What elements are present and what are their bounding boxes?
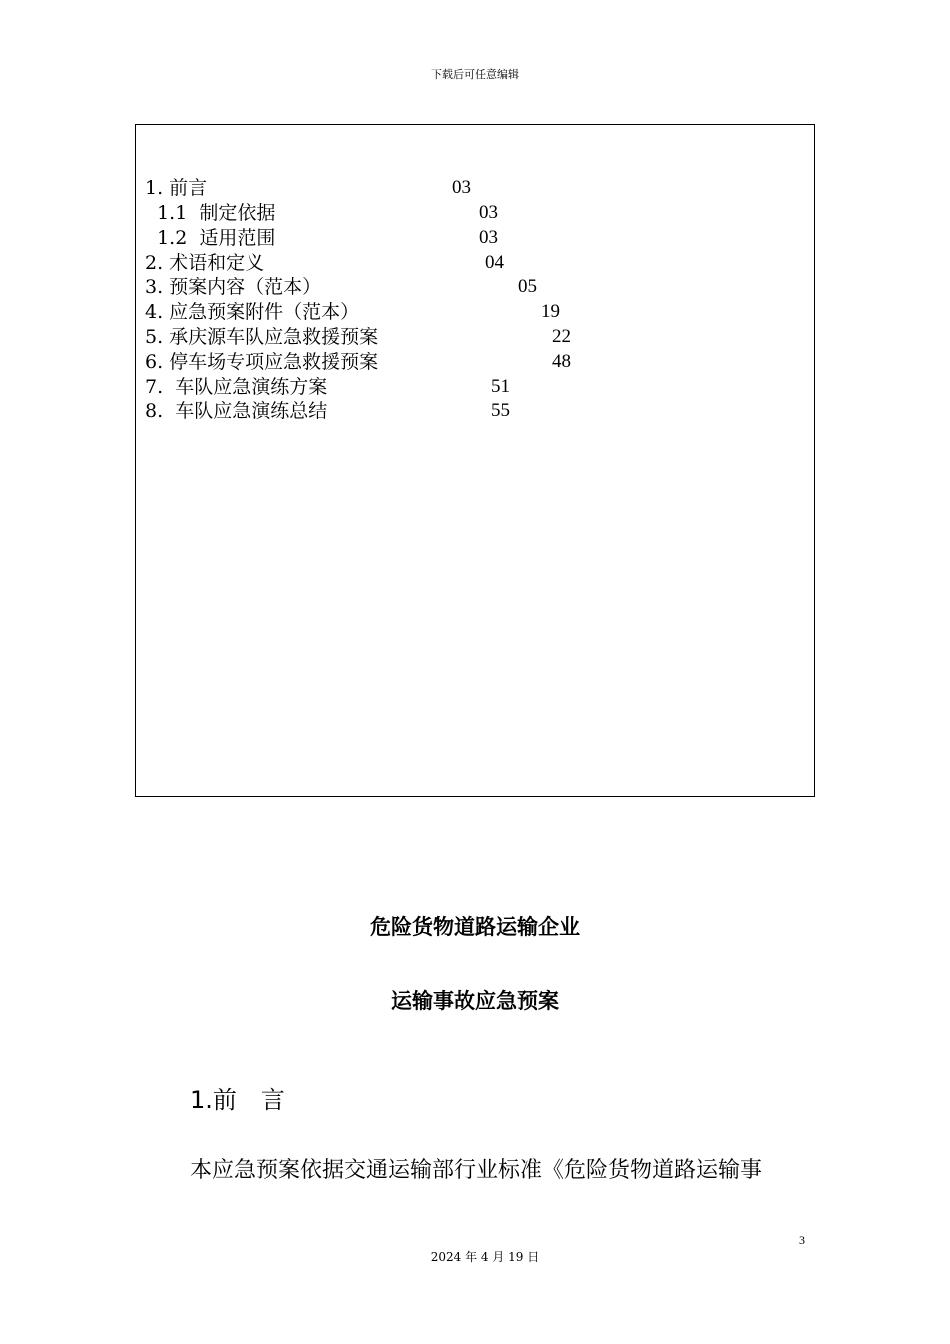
- footer-date: 2024 年 4 月 19 日: [430, 1250, 540, 1264]
- table-of-contents-box: [135, 124, 815, 797]
- document-title-line-1: 危险货物道路运输企业: [370, 915, 580, 939]
- toc-entry-label: 3. 预案内容（范本）: [145, 276, 322, 298]
- toc-entry-label: 8. 车队应急演练总结: [145, 400, 328, 422]
- toc-entry-page: 03: [452, 177, 471, 198]
- toc-entry-page: 19: [541, 301, 560, 322]
- toc-entry-label: 5. 承庆源车队应急救援预案: [145, 326, 379, 348]
- toc-entry-label: 1.2 适用范围: [145, 227, 276, 249]
- toc-entry-label: 6. 停车场专项应急救援预案: [145, 351, 379, 373]
- toc-entry-page: 51: [491, 376, 510, 397]
- toc-entry-page: 22: [552, 326, 571, 347]
- toc-entry-page: 03: [479, 227, 498, 248]
- toc-entry-page: 05: [518, 276, 537, 297]
- toc-entry-label: 1. 前言: [145, 177, 208, 199]
- body-paragraph: 本应急预案依据交通运输部行业标准《危险货物道路运输事: [190, 1158, 763, 1183]
- toc-entry-label: 1.1 制定依据: [145, 202, 276, 224]
- toc-entry-page: 04: [485, 252, 504, 273]
- document-title-line-2: 运输事故应急预案: [391, 989, 559, 1013]
- page-number: 3: [799, 1233, 805, 1247]
- header-note: 下载后可任意编辑: [431, 68, 519, 81]
- toc-entry-label: 4. 应急预案附件（范本）: [145, 301, 360, 323]
- toc-entry-label: 7. 车队应急演练方案: [145, 376, 328, 398]
- section-heading: 1.前 言: [190, 1086, 285, 1114]
- toc-entry-label: 2. 术语和定义: [145, 252, 265, 274]
- toc-entry-page: 48: [552, 351, 571, 372]
- toc-entry-page: 55: [491, 400, 510, 421]
- toc-entry-page: 03: [479, 202, 498, 223]
